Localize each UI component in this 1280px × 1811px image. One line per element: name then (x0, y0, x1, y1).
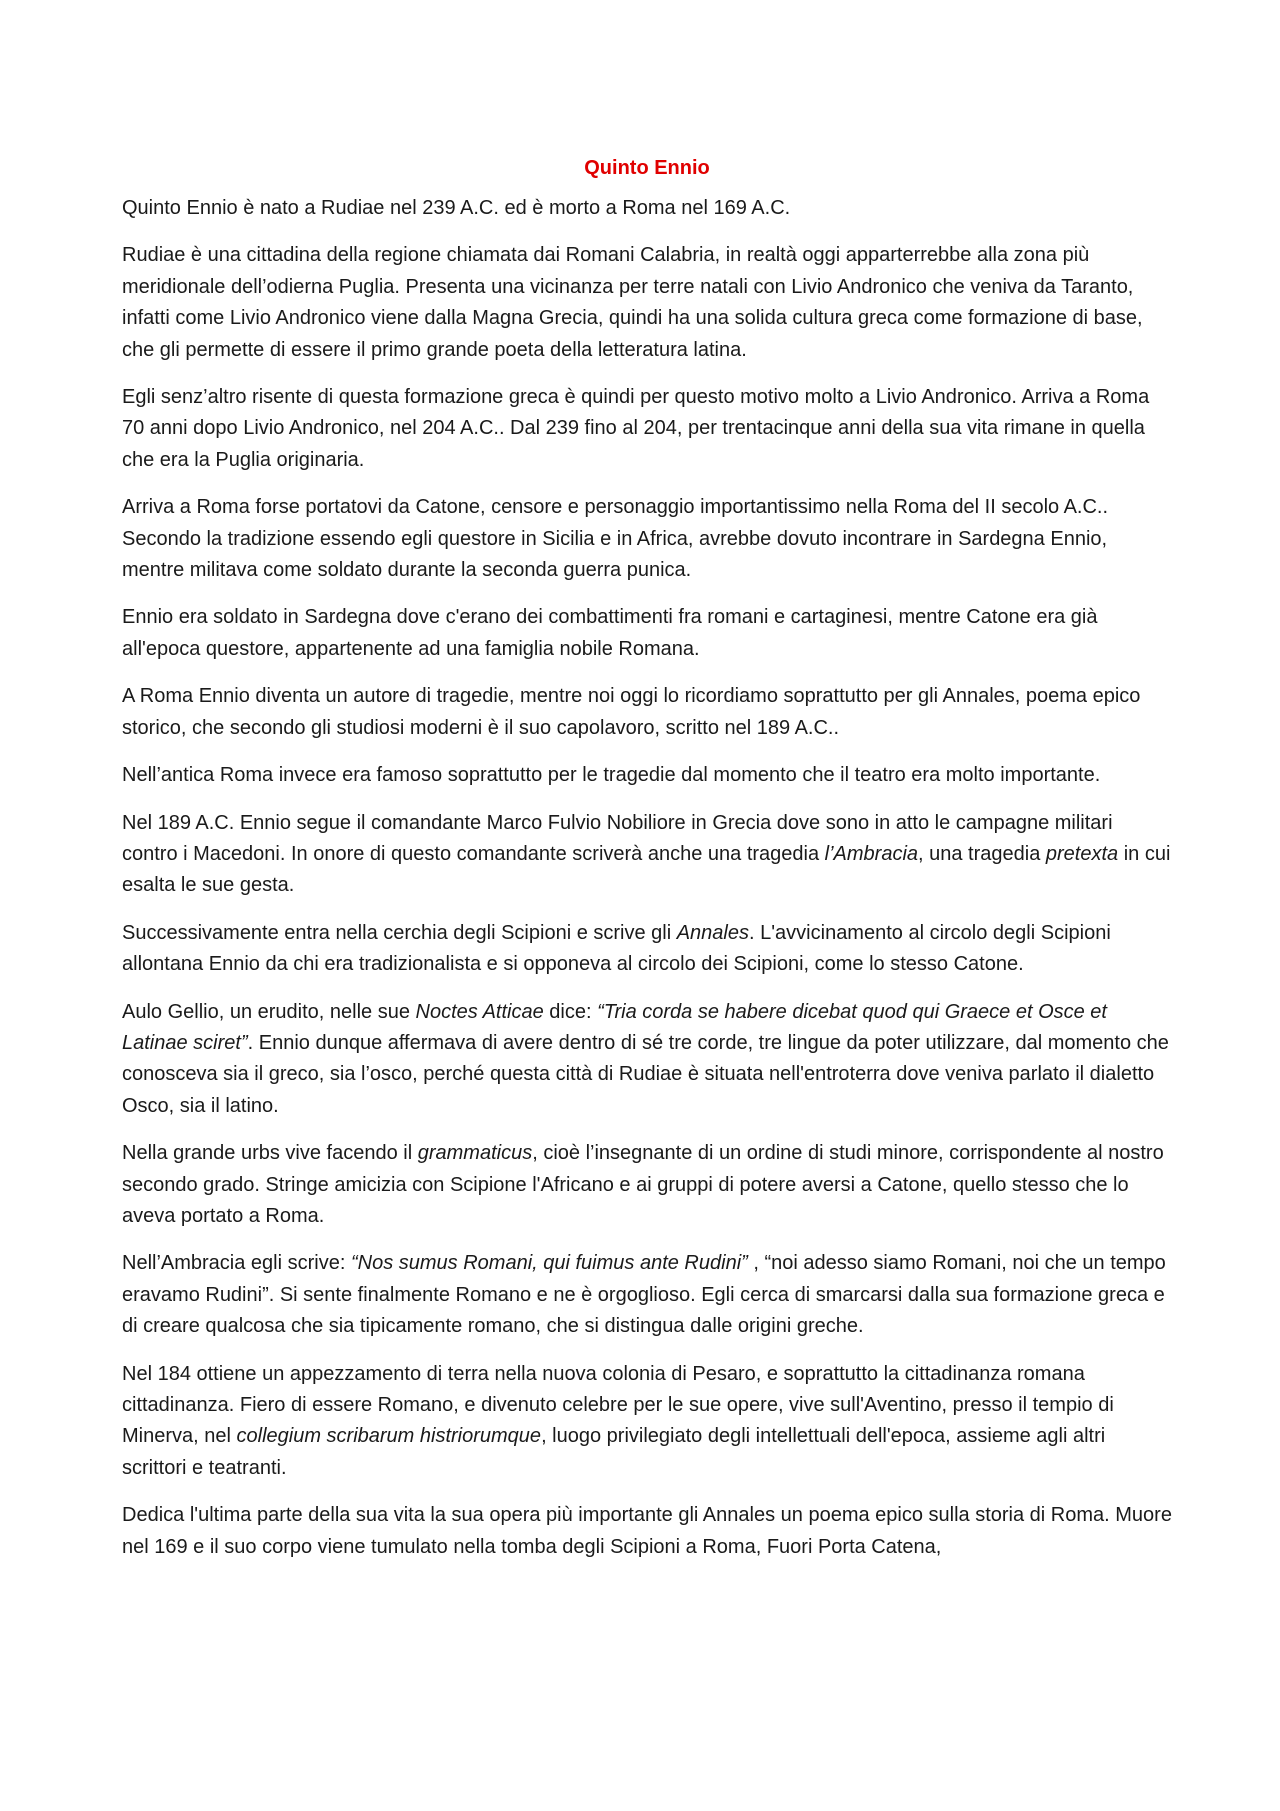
italic-text: collegium scribarum histriorumque (236, 1425, 542, 1448)
paragraph (122, 602, 1172, 665)
text-run: Nel 189 A.C. Ennio segue il comandante Marco Fulvio Nobiliore in Grecia dove sono in atto le campagne militari contro i Macedoni. In onore di questo comandante scriverà anche una tragedia (122, 811, 1113, 865)
text-run: Nell’antica Roma invece era famoso soprattutto per le tragedie dal momento che il teatro era molto importante. (122, 764, 1101, 787)
text-run: Successivamente entra nella cerchia degli Scipioni e scrive gli (122, 921, 677, 944)
text-run: . Ennio dunque affermava di avere dentro di sé tre corde, tre lingue da poter utilizzare, dal momento che conosceva sia il greco, sia l’osco, perché questa città di Rudiae è situata nell'entroterra dove veniva parlato il dialetto Osco, sia il latino. (122, 1031, 1169, 1117)
paragraph (122, 1138, 1172, 1232)
text-run: Arriva a Roma forse portatovi da Catone, censore e personaggio importantissimo nella Roma del II secolo A.C.. Secondo la tradizione essendo egli questore in Sicilia e in Africa, avrebbe dovuto incontrare in Sardegna Ennio, mentre militava come soldato durante la seconda guerra punica. (122, 496, 1109, 582)
document-body (122, 152, 1172, 1579)
italic-text: “Tria corda se habere dicebat quod qui Graece et Osce et Latinae sciret” (122, 1000, 1107, 1054)
paragraph (122, 918, 1172, 981)
text-run: Aulo Gellio, un erudito, nelle sue (122, 1000, 416, 1023)
text-run: , una tragedia (918, 842, 1046, 865)
text-run: Ennio era soldato in Sardegna dove c'erano dei combattimenti fra romani e cartaginesi, mentre Catone era già all'epoca questore, appartenente ad una famiglia nobile Romana. (122, 606, 1098, 660)
page-title: Quinto Ennio (584, 157, 710, 179)
paragraph (122, 240, 1172, 366)
text-run: Rudiae è una cittadina della regione chiamata dai Romani Calabria, in realtà oggi apparterrebbe alla zona più meridionale dell’odierna Puglia. Presenta una vicinanza per terre natali con Livio Andronico che veniva da Taranto, infatti come Livio Andronico viene dalla Magna Grecia, quindi ha una solida cultura greca come formazione di base, che gli permette di essere il primo grande poeta della letteratura latina. (122, 244, 1143, 361)
text-run: A Roma Ennio diventa un autore di tragedie, mentre noi oggi lo ricordiamo soprattutto per gli Annales, poema epico storico, che secondo gli studiosi moderni è il suo capolavoro, scritto nel 189 A.C.. (122, 685, 1141, 739)
italic-text: Annales (676, 921, 749, 944)
text-run: in cui esalta le sue gesta. (122, 842, 1171, 897)
paragraph-list (122, 193, 1172, 1563)
text-run: , “noi adesso siamo Romani, noi che un tempo eravamo Rudini”. Si sente finalmente Romano e ne è orgoglioso. Egli cerca di smarcarsi dalla sua formazione greca e di creare qualcosa che sia tipicamente romano, che si distingua dalle origini greche. (122, 1252, 1166, 1338)
italic-text: Noctes Atticae (415, 1000, 544, 1023)
italic-text: grammaticus (417, 1142, 533, 1165)
paragraph (122, 681, 1172, 744)
italic-text: pretexta (1045, 842, 1119, 865)
paragraph (122, 382, 1172, 476)
text-run: Nell’Ambracia egli scrive: (122, 1252, 351, 1275)
paragraph (122, 997, 1172, 1123)
paragraph (122, 808, 1172, 902)
italic-text: l’Ambracia (824, 842, 919, 865)
text-run: , cioè l’insegnante di un ordine di studi minore, corrispondente al nostro secondo grado. Stringe amicizia con Scipione l'Africano e ai gruppi di potere aversi a Catone, quello stesso che lo aveva portato a Roma. (122, 1142, 1164, 1227)
text-run: Dedica l'ultima parte della sua vita la sua opera più importante gli Annales un poema epico sulla storia di Roma. Muore nel 169 e il suo corpo viene tumulato nella tomba degli Scipioni a Roma, Fuori Porta Catena, (122, 1504, 1172, 1558)
paragraph (122, 193, 1172, 224)
paragraph (122, 1248, 1172, 1342)
paragraph (122, 1500, 1172, 1563)
text-run: Egli senz’altro risente di questa formazione greca è quindi per questo motivo molto a Livio Andronico. Arriva a Roma 70 anni dopo Livio Andronico, nel 204 A.C.. Dal 239 fino al 204, per trentacinque anni della sua vita rimane in quella che era la Puglia originaria. (122, 386, 1150, 471)
text-run: Quinto Ennio è nato a Rudiae nel 239 A.C. ed è morto a Roma nel 169 A.C. (122, 197, 791, 219)
paragraph (122, 1359, 1172, 1485)
paragraph (122, 492, 1172, 586)
italic-text: “Nos sumus Romani, qui fuimus ante Rudini” (350, 1252, 748, 1275)
paragraph (122, 760, 1172, 791)
text-run: Nel 184 ottiene un appezzamento di terra nella nuova colonia di Pesaro, e soprattutto la cittadinanza romana cittadinanza. Fiero di essere Romano, e divenuto celebre per le sue opere, vive sull'Aventino, presso il tempio di Minerva, nel (122, 1362, 1114, 1448)
text-run: Nella grande urbs vive facendo il (122, 1142, 418, 1165)
text-run: , luogo privilegiato degli intellettuali dell'epoca, assieme agli altri scrittori e teatranti. (122, 1425, 1106, 1479)
text-run: . L'avvicinamento al circolo degli Scipioni allontana Ennio da chi era tradizionalista e si opponeva al circolo dei Scipioni, come lo stesso Catone. (122, 921, 1111, 976)
text-run: dice: (543, 1000, 598, 1023)
